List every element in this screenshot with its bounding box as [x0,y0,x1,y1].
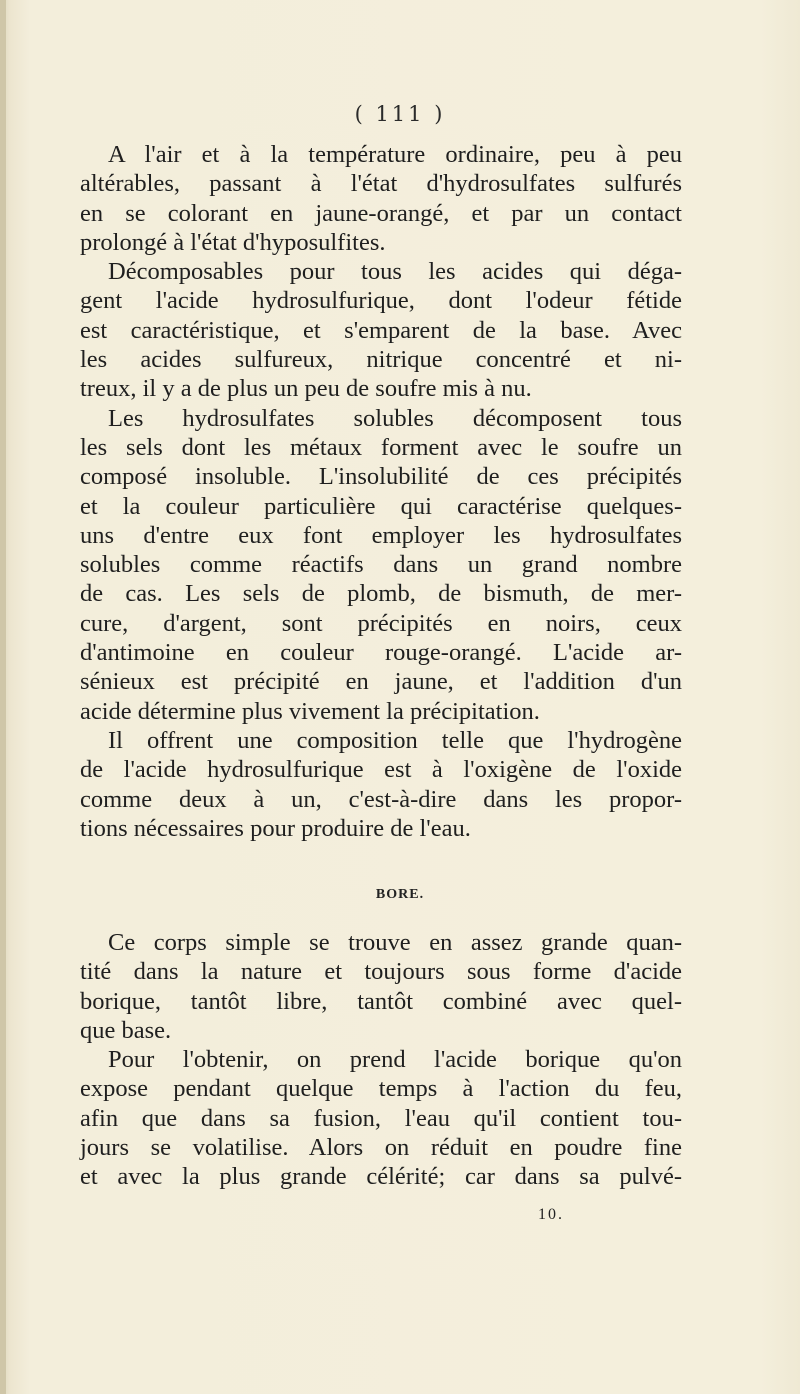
text-line: les sels dont les métaux forment avec le soufre un [80,433,682,461]
text-line: Pour l'obtenir, on prend l'acide borique qu'on [108,1046,682,1074]
text-line: comme deux à un, c'est-à-dire dans les propor- [80,785,682,813]
text-line: prolongé à l'état d'hyposulfites. [80,228,386,256]
page-number: ( 111 ) [354,102,446,126]
text-line: gent l'acide hydrosulfurique, dont l'odeur fétide [80,287,682,315]
text-line: solubles comme réactifs dans un grand nombre [80,551,682,579]
text-line: afin que dans sa fusion, l'eau qu'il contient tou- [80,1104,682,1132]
section-text-2 [80,928,682,1192]
text-line: et avec la plus grande célérité; car dans sa pulvé- [80,1163,682,1191]
text-line: d'antimoine en couleur rouge-orangé. L'acide ar- [80,639,682,667]
text-line: tité dans la nature et toujours sous forme d'acide [80,958,682,986]
text-line: que base. [80,1016,172,1044]
binding-edge [0,0,6,1394]
text-line: cure, d'argent, sont précipités en noirs, ceux [80,609,682,637]
paragraph [80,140,682,257]
text-line: A l'air et à la température ordinaire, peu à peu [108,141,682,168]
text-line: les acides sulfureux, nitrique concentré et ni- [80,346,682,374]
text-line: est caractéristique, et s'emparent de la base. Avec [80,316,682,344]
text-line: composé insoluble. L'insolubilité de ces précipités [80,463,682,491]
text-line: altérables, passant à l'état d'hydrosulfates sulfurés [80,170,682,198]
text-line: jours se volatilise. Alors on réduit en poudre fine [80,1134,682,1162]
text-line: borique, tantôt libre, tantôt combiné avec quel- [80,987,682,1015]
text-line: de l'acide hydrosulfurique est à l'oxigène de l'oxide [80,756,682,784]
paragraph [80,928,682,1045]
text-line: et la couleur particulière qui caractérise quelques- [80,492,682,520]
text-line: Décomposables pour tous les acides qui déga- [108,258,682,286]
text-line: Il offrent une composition telle que l'hydrogène [108,726,682,754]
signature-mark: 10. [538,1206,564,1223]
text-line: de cas. Les sels de plomb, de bismuth, de mer- [80,580,682,608]
paragraph [80,257,682,403]
text-line: expose pendant quelque temps à l'action du feu, [80,1075,682,1103]
paragraph [80,726,682,843]
text-line: en se colorant en jaune-orangé, et par un contact [80,199,682,227]
text-line: acide détermine plus vivement la précipitation. [80,697,540,725]
text-line: sénieux est précipité en jaune, et l'addition d'un [80,668,682,696]
section-heading: BORE. [375,887,425,902]
text-line: Ce corps simple se trouve en assez grande quan- [108,929,682,956]
section-text-1 [80,140,682,843]
text-line: tions nécessaires pour produire de l'eau. [80,814,471,842]
text-line: uns d'entre eux font employer les hydrosulfates [80,521,682,549]
paragraph [80,404,682,726]
paragraph [80,1045,682,1191]
text-line: Les hydrosulfates solubles décomposent tous [108,404,682,432]
text-line: treux, il y a de plus un peu de soufre mis à nu. [80,375,532,403]
